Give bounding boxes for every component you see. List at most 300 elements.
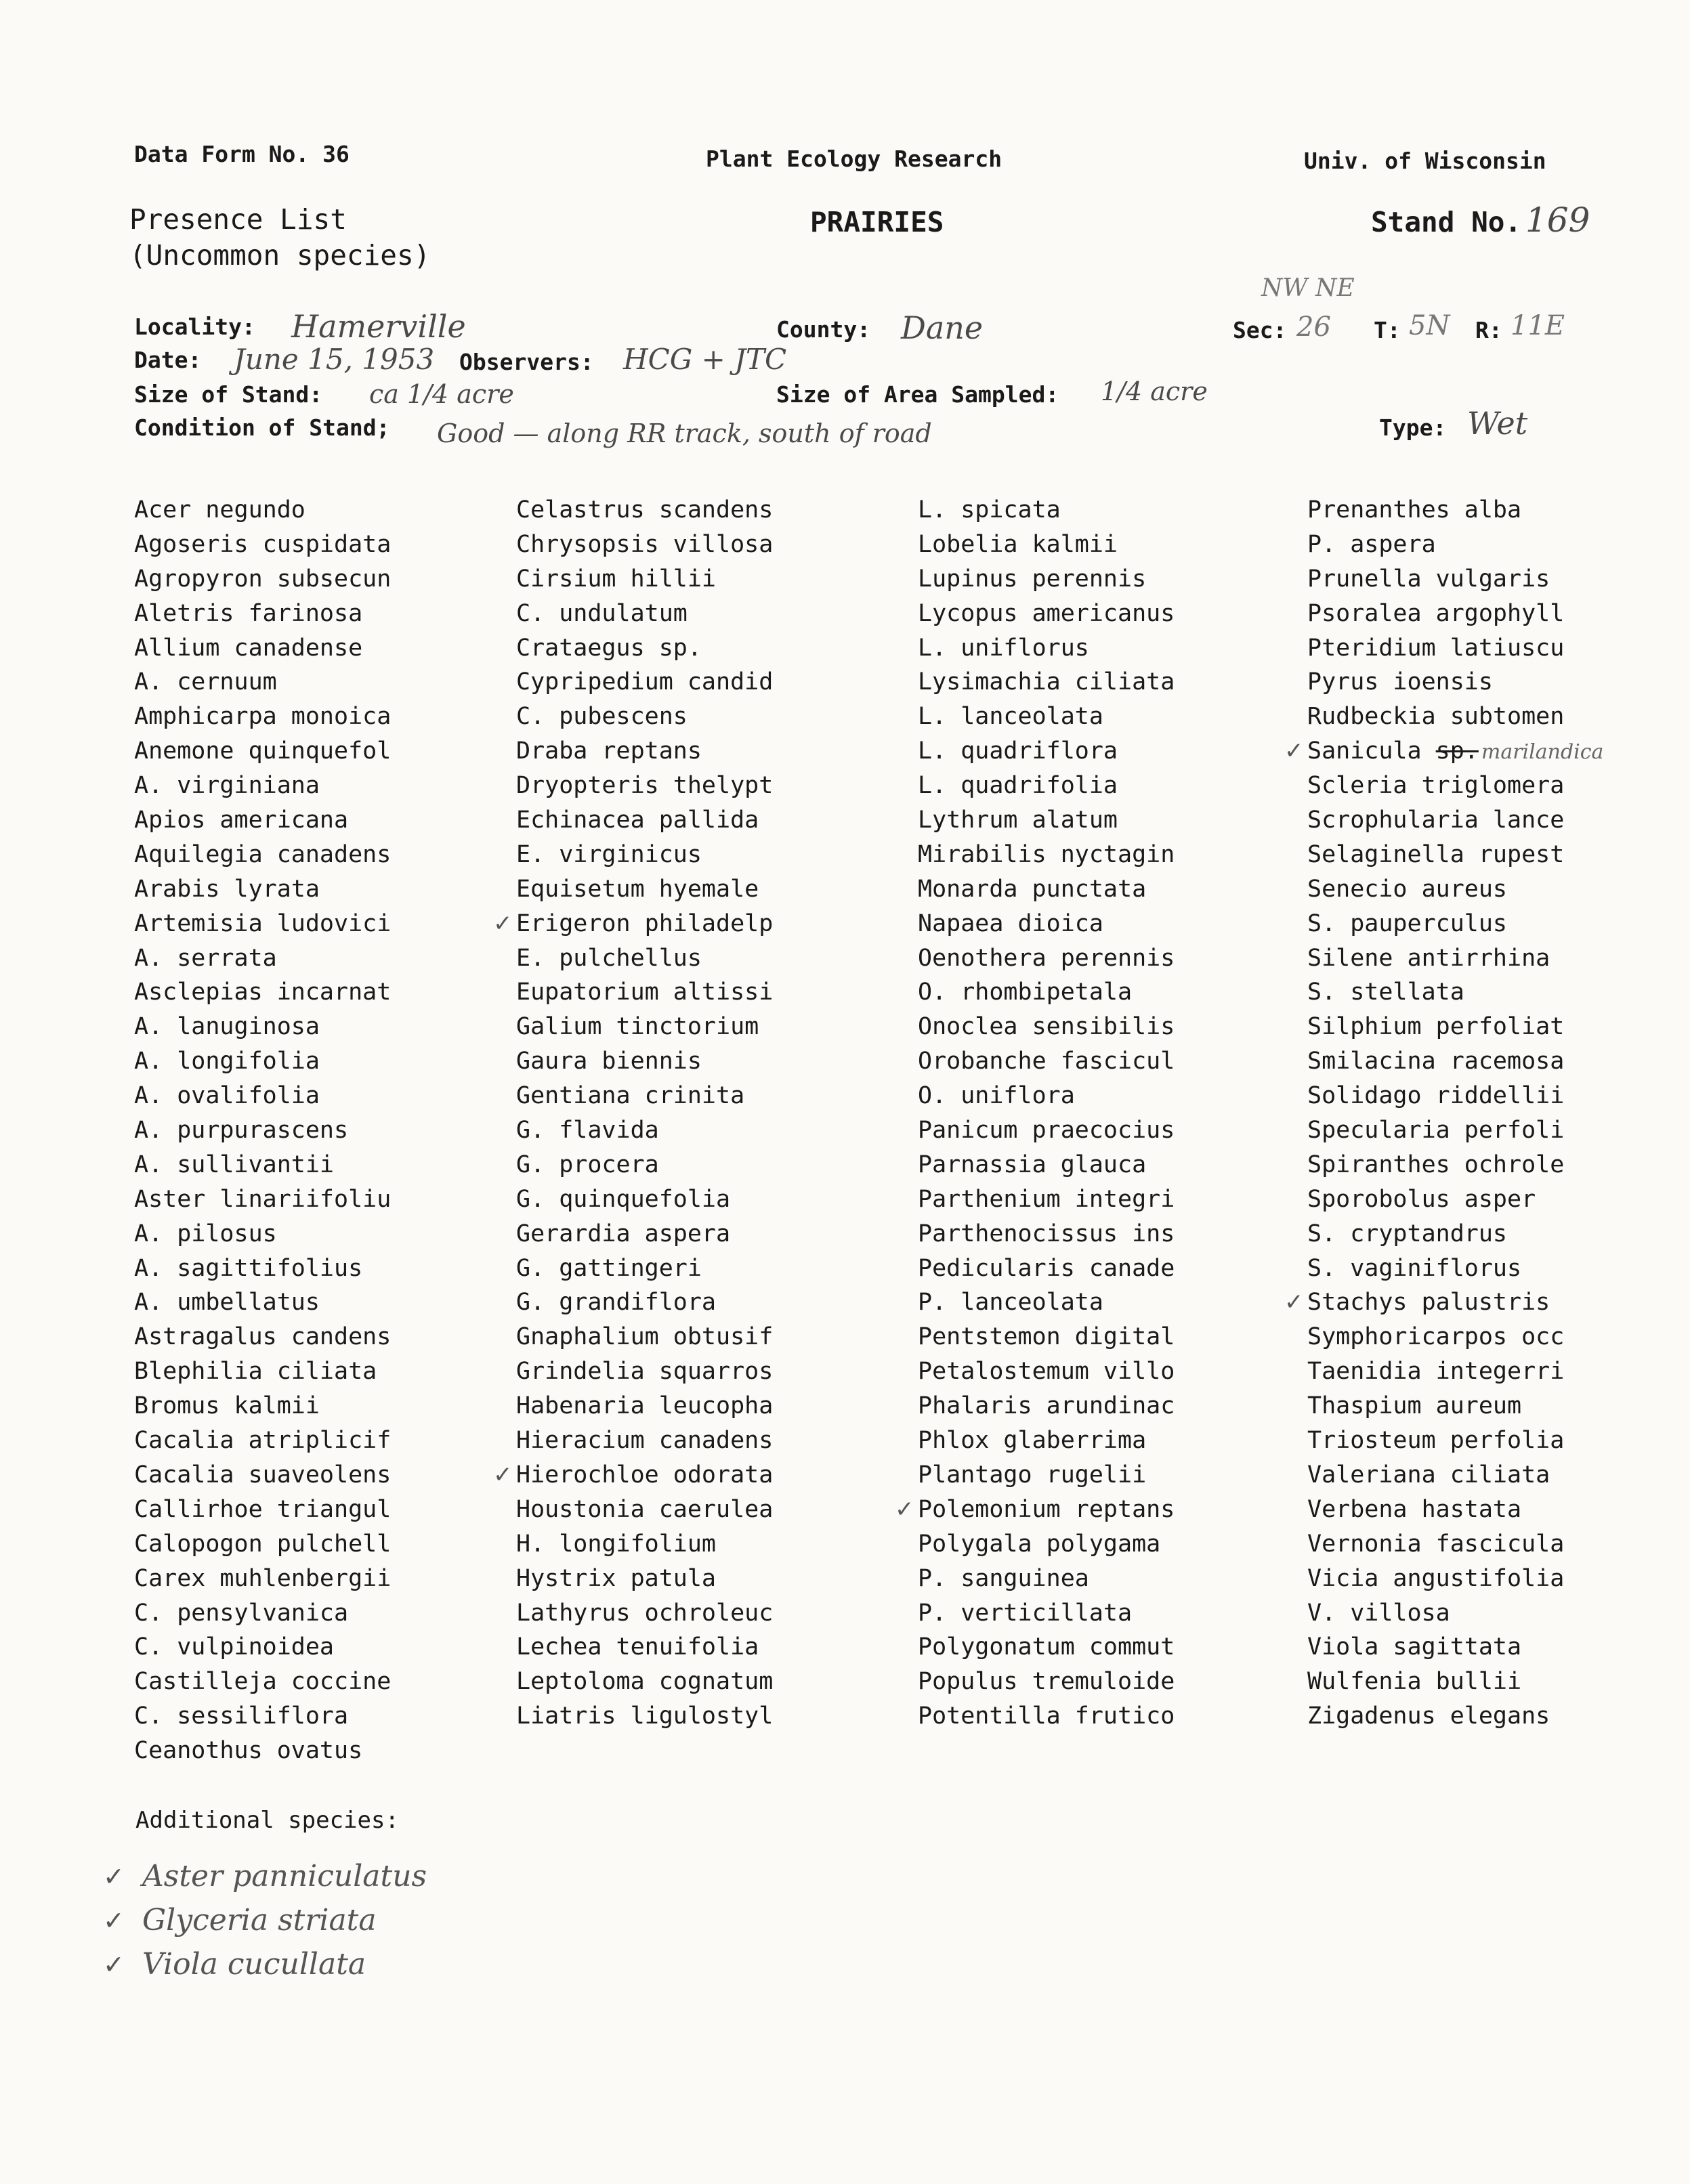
species-item [918,1251,1175,1286]
species-item [918,1527,1175,1562]
list-title: Presence List [129,203,347,236]
species-name: Allium canadense [134,634,363,662]
species-item [516,1182,773,1217]
species-name: C. pubescens [516,703,688,731]
species-item [1307,941,1603,976]
species-item [1307,1596,1603,1631]
species-name: Scleria triglomera [1307,772,1565,800]
species-name: Lathyrus ochroleuc [516,1599,774,1627]
species-name: Crataegus sp. [516,634,702,662]
species-name: Hystrix patula [516,1564,717,1592]
species-name: Phlox glaberrima [918,1427,1147,1455]
species-item [134,1493,391,1527]
species-name: Senecio aureus [1307,875,1508,903]
species-item [1307,1113,1603,1148]
species-item [1307,975,1603,1010]
additional-species-item: Viola cucullata [142,1947,366,1982]
species-name: A. longifolia [134,1048,320,1075]
species-name: Carex muhlenbergii [134,1564,392,1592]
species-name: P. sanguinea [918,1564,1089,1592]
species-name: Pentstemon digital [918,1323,1175,1351]
species-name: C. vulpinoidea [134,1633,335,1661]
species-name: Silene antirrhina [1307,944,1550,972]
species-name: L. lanceolata [918,703,1103,731]
species-item [134,1182,391,1217]
species-name: Draba reptans [516,737,702,765]
species-item [918,975,1175,1010]
size-stand-label: Size of Stand: [134,381,323,408]
species-item [918,1113,1175,1148]
species-item [134,1354,391,1389]
r-label: R: [1475,317,1502,343]
species-name: Celastrus scandens [516,496,774,523]
species-name: A. virginiana [134,772,320,800]
check-mark-icon: ✓ [895,1495,914,1523]
species-item [1307,631,1603,666]
species-name: L. spicata [918,496,1061,523]
species-item [1307,907,1603,941]
species-name: Pedicularis canade [918,1254,1175,1282]
species-name: Selaginella rupest [1307,840,1565,868]
species-item [134,597,391,631]
locality-label: Locality: [134,314,255,340]
size-area-value: 1/4 acre [1101,377,1208,406]
species-item [516,493,773,528]
species-name: Agropyron subsecun [134,565,392,593]
species-annotation: marilandica [1481,740,1604,765]
stand-label: Stand No. [1371,206,1522,238]
species-item [1307,1010,1603,1044]
species-item [1307,838,1603,872]
species-item [134,1389,391,1423]
species-name: A. lanuginosa [134,1013,320,1041]
species-name: L. quadriflora [918,737,1118,765]
species-name: A. umbellatus [134,1289,320,1316]
species-item [1307,1217,1603,1251]
species-name: Lythrum alatum [918,807,1118,834]
species-item [134,907,391,941]
species-name: Lechea tenuifolia [516,1633,759,1661]
species-item [918,1458,1175,1493]
species-name: Pyrus ioensis [1307,668,1493,696]
species-item [918,528,1175,562]
species-name: Chrysopsis villosa [516,530,774,558]
species-item [918,1389,1175,1423]
species-name: Phalaris arundinac [918,1392,1175,1420]
species-name: Hieracium canadens [516,1427,774,1455]
species-name: Calopogon pulchell [134,1530,392,1558]
species-item [134,1148,391,1182]
species-name: Cacalia atriplicif [134,1427,392,1455]
species-item [516,1493,773,1527]
form-number: Data Form No. 36 [134,141,350,167]
species-name: Spiranthes ochrole [1307,1151,1565,1178]
species-item [1307,665,1603,700]
species-item [134,803,391,838]
species-item [1307,597,1603,631]
species-name: Verbena hastata [1307,1495,1522,1523]
university: Univ. of Wisconsin [1304,148,1546,174]
species-name: P. verticillata [918,1599,1133,1627]
species-name: Solidago riddellii [1307,1082,1565,1110]
species-item [516,734,773,769]
type-label: Type: [1379,414,1447,441]
species-item [134,700,391,734]
species-name: Rudbeckia subtomen [1307,703,1565,731]
species-name: Aster linariifoliu [134,1185,392,1213]
species-item [918,1423,1175,1458]
species-item [134,1734,391,1768]
species-item [918,665,1175,700]
species-name: A. sullivantii [134,1151,335,1178]
additional-label: Additional species: [135,1807,399,1834]
species-item [134,1699,391,1734]
species-name: Polygonatum commut [918,1633,1175,1661]
species-name: Gerardia aspera [516,1220,731,1247]
species-name: S. cryptandrus [1307,1220,1508,1247]
species-name: Leptoloma cognatum [516,1668,774,1696]
species-item [918,1148,1175,1182]
species-name: Polygala polygama [918,1530,1161,1558]
species-item [134,493,391,528]
size-area-label: Size of Area Sampled: [776,381,1059,408]
species-name: Astragalus candens [134,1323,392,1351]
t-label: T: [1374,317,1401,343]
species-item [918,803,1175,838]
species-item [1307,1148,1603,1182]
sec-label: Sec: [1233,317,1287,343]
species-item [1284,1285,1603,1320]
species-item [918,1182,1175,1217]
species-name: A. cernuum [134,668,277,696]
species-name: Aletris farinosa [134,599,363,627]
species-name: Parnassia glauca [918,1151,1147,1178]
species-name: S. stellata [1307,979,1464,1006]
species-item [134,734,391,769]
species-name: Callirhoe triangul [134,1495,392,1523]
species-item [918,1596,1175,1631]
species-item [918,631,1175,666]
species-name: Petalostemum villo [918,1358,1175,1386]
species-name: Parthenium integri [918,1185,1175,1213]
species-name: Valeriana ciliata [1307,1461,1550,1489]
section-title: PRAIRIES [810,206,944,238]
condition-label: Condition of Stand; [134,414,390,441]
species-name: O. rhombipetala [918,979,1133,1006]
species-name: Specularia perfoli [1307,1117,1565,1144]
type-value: Wet [1467,405,1528,442]
species-name: Lysimachia ciliata [918,668,1175,696]
species-name: Anemone quinquefol [134,737,392,765]
species-name: Amphicarpa monoica [134,703,392,731]
species-name: O. uniflora [918,1082,1075,1110]
species-name: Pteridium latiuscu [1307,634,1565,662]
species-item [1307,700,1603,734]
species-item [1284,734,1604,769]
species-item [918,1010,1175,1044]
species-item [134,1458,391,1493]
species-name: Equisetum hyemale [516,875,759,903]
species-item [1307,1320,1603,1354]
date-label: Date: [134,347,202,373]
sec-value: 26 [1296,312,1331,343]
sec-note: NW NE [1261,274,1355,302]
species-item [1307,872,1603,907]
locality-value: Hamerville [291,308,466,345]
t-value: 5N [1409,310,1450,341]
species-item [1307,1493,1603,1527]
species-name: Prenanthes alba [1307,496,1522,523]
species-name: Panicum praecocius [918,1117,1175,1144]
species-name: P. aspera [1307,530,1436,558]
species-name: Cypripedium candid [516,668,774,696]
species-item [516,631,773,666]
species-item [516,1630,773,1665]
species-item [134,975,391,1010]
species-name: E. pulchellus [516,944,702,972]
species-name: Bromus kalmii [134,1392,320,1420]
species-item [1307,1458,1603,1493]
check-mark-icon: ✓ [103,1862,125,1891]
species-name: S. vaginiflorus [1307,1254,1522,1282]
species-name: Potentilla frutico [918,1703,1175,1730]
species-name: Lupinus perennis [918,565,1147,593]
species-name: Galium tinctorium [516,1013,759,1041]
species-name: A. pilosus [134,1220,277,1247]
species-column-3 [895,493,1175,1734]
species-name: L. uniflorus [918,634,1089,662]
species-name: Taenidia integerri [1307,1358,1565,1386]
check-mark-icon: ✓ [1284,1289,1304,1316]
species-name: Sporobolus asper [1307,1185,1536,1213]
species-name: P. lanceolata [918,1289,1103,1316]
species-item [134,1113,391,1148]
species-name: L. quadrifolia [918,772,1118,800]
species-name: Prunella vulgaris [1307,565,1550,593]
species-item [516,700,773,734]
species-item [918,872,1175,907]
species-item [516,838,773,872]
species-item [516,1044,773,1079]
species-item [918,941,1175,976]
species-item [1307,1699,1603,1734]
species-name: C. pensylvanica [134,1599,349,1627]
species-item [1307,1182,1603,1217]
species-name: Dryopteris thelypt [516,772,774,800]
species-name: Cacalia suaveolens [134,1461,392,1489]
species-item [1307,1079,1603,1113]
species-name: Symphoricarpos occ [1307,1323,1565,1351]
species-item [134,838,391,872]
check-mark-icon: ✓ [493,1461,513,1489]
species-item [918,769,1175,803]
species-name: Populus tremuloide [918,1668,1175,1696]
species-item [134,872,391,907]
species-name: Grindelia squarros [516,1358,774,1386]
species-name: Arabis lyrata [134,875,320,903]
species-item [134,1320,391,1354]
species-item [1307,528,1603,562]
species-name: Silphium perfoliat [1307,1013,1565,1041]
species-name: Parthenocissus ins [918,1220,1175,1247]
species-name: Gentiana crinita [516,1082,745,1110]
species-name: Apios americana [134,807,349,834]
species-name: Ceanothus ovatus [134,1737,363,1765]
species-name: G. grandiflora [516,1289,717,1316]
species-item [1307,1251,1603,1286]
stand-value: 169 [1525,200,1590,240]
species-item [918,1285,1175,1320]
species-item [516,1562,773,1596]
species-item [134,562,391,597]
species-item [516,1527,773,1562]
species-item [918,1320,1175,1354]
species-item [516,528,773,562]
species-item [516,665,773,700]
species-name: A. purpurascens [134,1117,349,1144]
species-item [1307,1630,1603,1665]
species-name: Stachys palustris [1307,1289,1550,1316]
species-item [134,1217,391,1251]
species-item [134,1423,391,1458]
species-item [918,700,1175,734]
species-item [134,665,391,700]
species-name: Wulfenia bullii [1307,1668,1522,1696]
species-name: Blephilia ciliata [134,1358,377,1386]
species-item [134,1596,391,1631]
species-item [1307,562,1603,597]
species-column-1 [134,493,391,1768]
species-item [516,1148,773,1182]
species-name: Onoclea sensibilis [918,1013,1175,1041]
species-item [516,1010,773,1044]
species-item [1307,769,1603,803]
species-item [134,1630,391,1665]
species-item [516,872,773,907]
species-item [493,1458,774,1493]
species-item [1307,803,1603,838]
species-item [918,1562,1175,1596]
species-item [516,941,773,976]
county-value: Dane [901,309,984,346]
check-mark-icon: ✓ [103,1950,125,1979]
species-item [918,1665,1175,1699]
species-item [918,1079,1175,1113]
species-item [918,838,1175,872]
species-name: G. flavida [516,1117,659,1144]
species-name: G. procera [516,1151,659,1178]
species-item [1307,1044,1603,1079]
species-item [493,907,774,941]
check-mark-icon: ✓ [1284,737,1304,765]
species-item [918,1630,1175,1665]
species-item [918,1044,1175,1079]
species-item [134,1562,391,1596]
additional-species-item: Aster panniculatus [142,1859,427,1893]
species-name: Acer negundo [134,496,305,523]
species-name: Habenaria leucopha [516,1392,774,1420]
species-item [918,1354,1175,1389]
species-item [134,1010,391,1044]
species-name: Vicia angustifolia [1307,1564,1565,1592]
observers-label: Observers: [459,349,594,375]
species-item [516,562,773,597]
species-name: Aquilegia canadens [134,840,392,868]
species-name: V. villosa [1307,1599,1450,1627]
species-name: Echinacea pallida [516,807,759,834]
species-name: C. undulatum [516,599,688,627]
species-name: Smilacina racemosa [1307,1048,1565,1075]
species-name: Castilleja coccine [134,1668,392,1696]
species-name: Gnaphalium obtusif [516,1323,774,1351]
species-name: Liatris ligulostyl [516,1703,774,1730]
species-item [516,1354,773,1389]
species-item [134,631,391,666]
r-value: 11E [1511,310,1565,341]
species-item [516,1596,773,1631]
species-item [516,975,773,1010]
species-item [1307,493,1603,528]
species-item [134,1285,391,1320]
species-item [1307,1423,1603,1458]
species-name: Zigadenus elegans [1307,1703,1550,1730]
species-name: Napaea dioica [918,909,1103,937]
species-name: Scrophularia lance [1307,807,1565,834]
species-name: Lycopus americanus [918,599,1175,627]
species-name: Monarda punctata [918,875,1147,903]
species-name: Hierochloe odorata [516,1461,774,1489]
species-name: Thaspium aureum [1307,1392,1522,1420]
species-item [1307,1354,1603,1389]
species-name: Triosteum perfolia [1307,1427,1565,1455]
additional-species-item: Glyceria striata [142,1903,377,1937]
species-item [516,597,773,631]
species-item [516,1665,773,1699]
species-name: Plantago rugelii [918,1461,1147,1489]
species-item [134,528,391,562]
species-name: Eupatorium altissi [516,979,774,1006]
species-name: A. serrata [134,944,277,972]
species-item [918,907,1175,941]
species-item [134,1044,391,1079]
species-name: C. sessiliflora [134,1703,349,1730]
species-name: Oenothera perennis [918,944,1175,972]
species-item [516,1251,773,1286]
species-item [134,1079,391,1113]
species-name: Cirsium hillii [516,565,717,593]
species-name: A. sagittifolius [134,1254,363,1282]
species-item [1307,1562,1603,1596]
species-name: G. quinquefolia [516,1185,731,1213]
species-column-2 [493,493,774,1734]
species-item [1307,1665,1603,1699]
species-item [134,941,391,976]
species-name: Viola sagittata [1307,1633,1522,1661]
check-mark-icon: ✓ [103,1906,125,1935]
species-item [918,562,1175,597]
species-item [516,769,773,803]
species-item [516,1217,773,1251]
species-item [516,1423,773,1458]
species-item [918,597,1175,631]
species-column-4 [1284,493,1604,1734]
species-item [895,1493,1175,1527]
species-item [918,734,1175,769]
species-name: Orobanche fascicul [918,1048,1175,1075]
species-item [134,1251,391,1286]
species-name: Polemonium reptans [918,1495,1175,1523]
species-item [516,1320,773,1354]
